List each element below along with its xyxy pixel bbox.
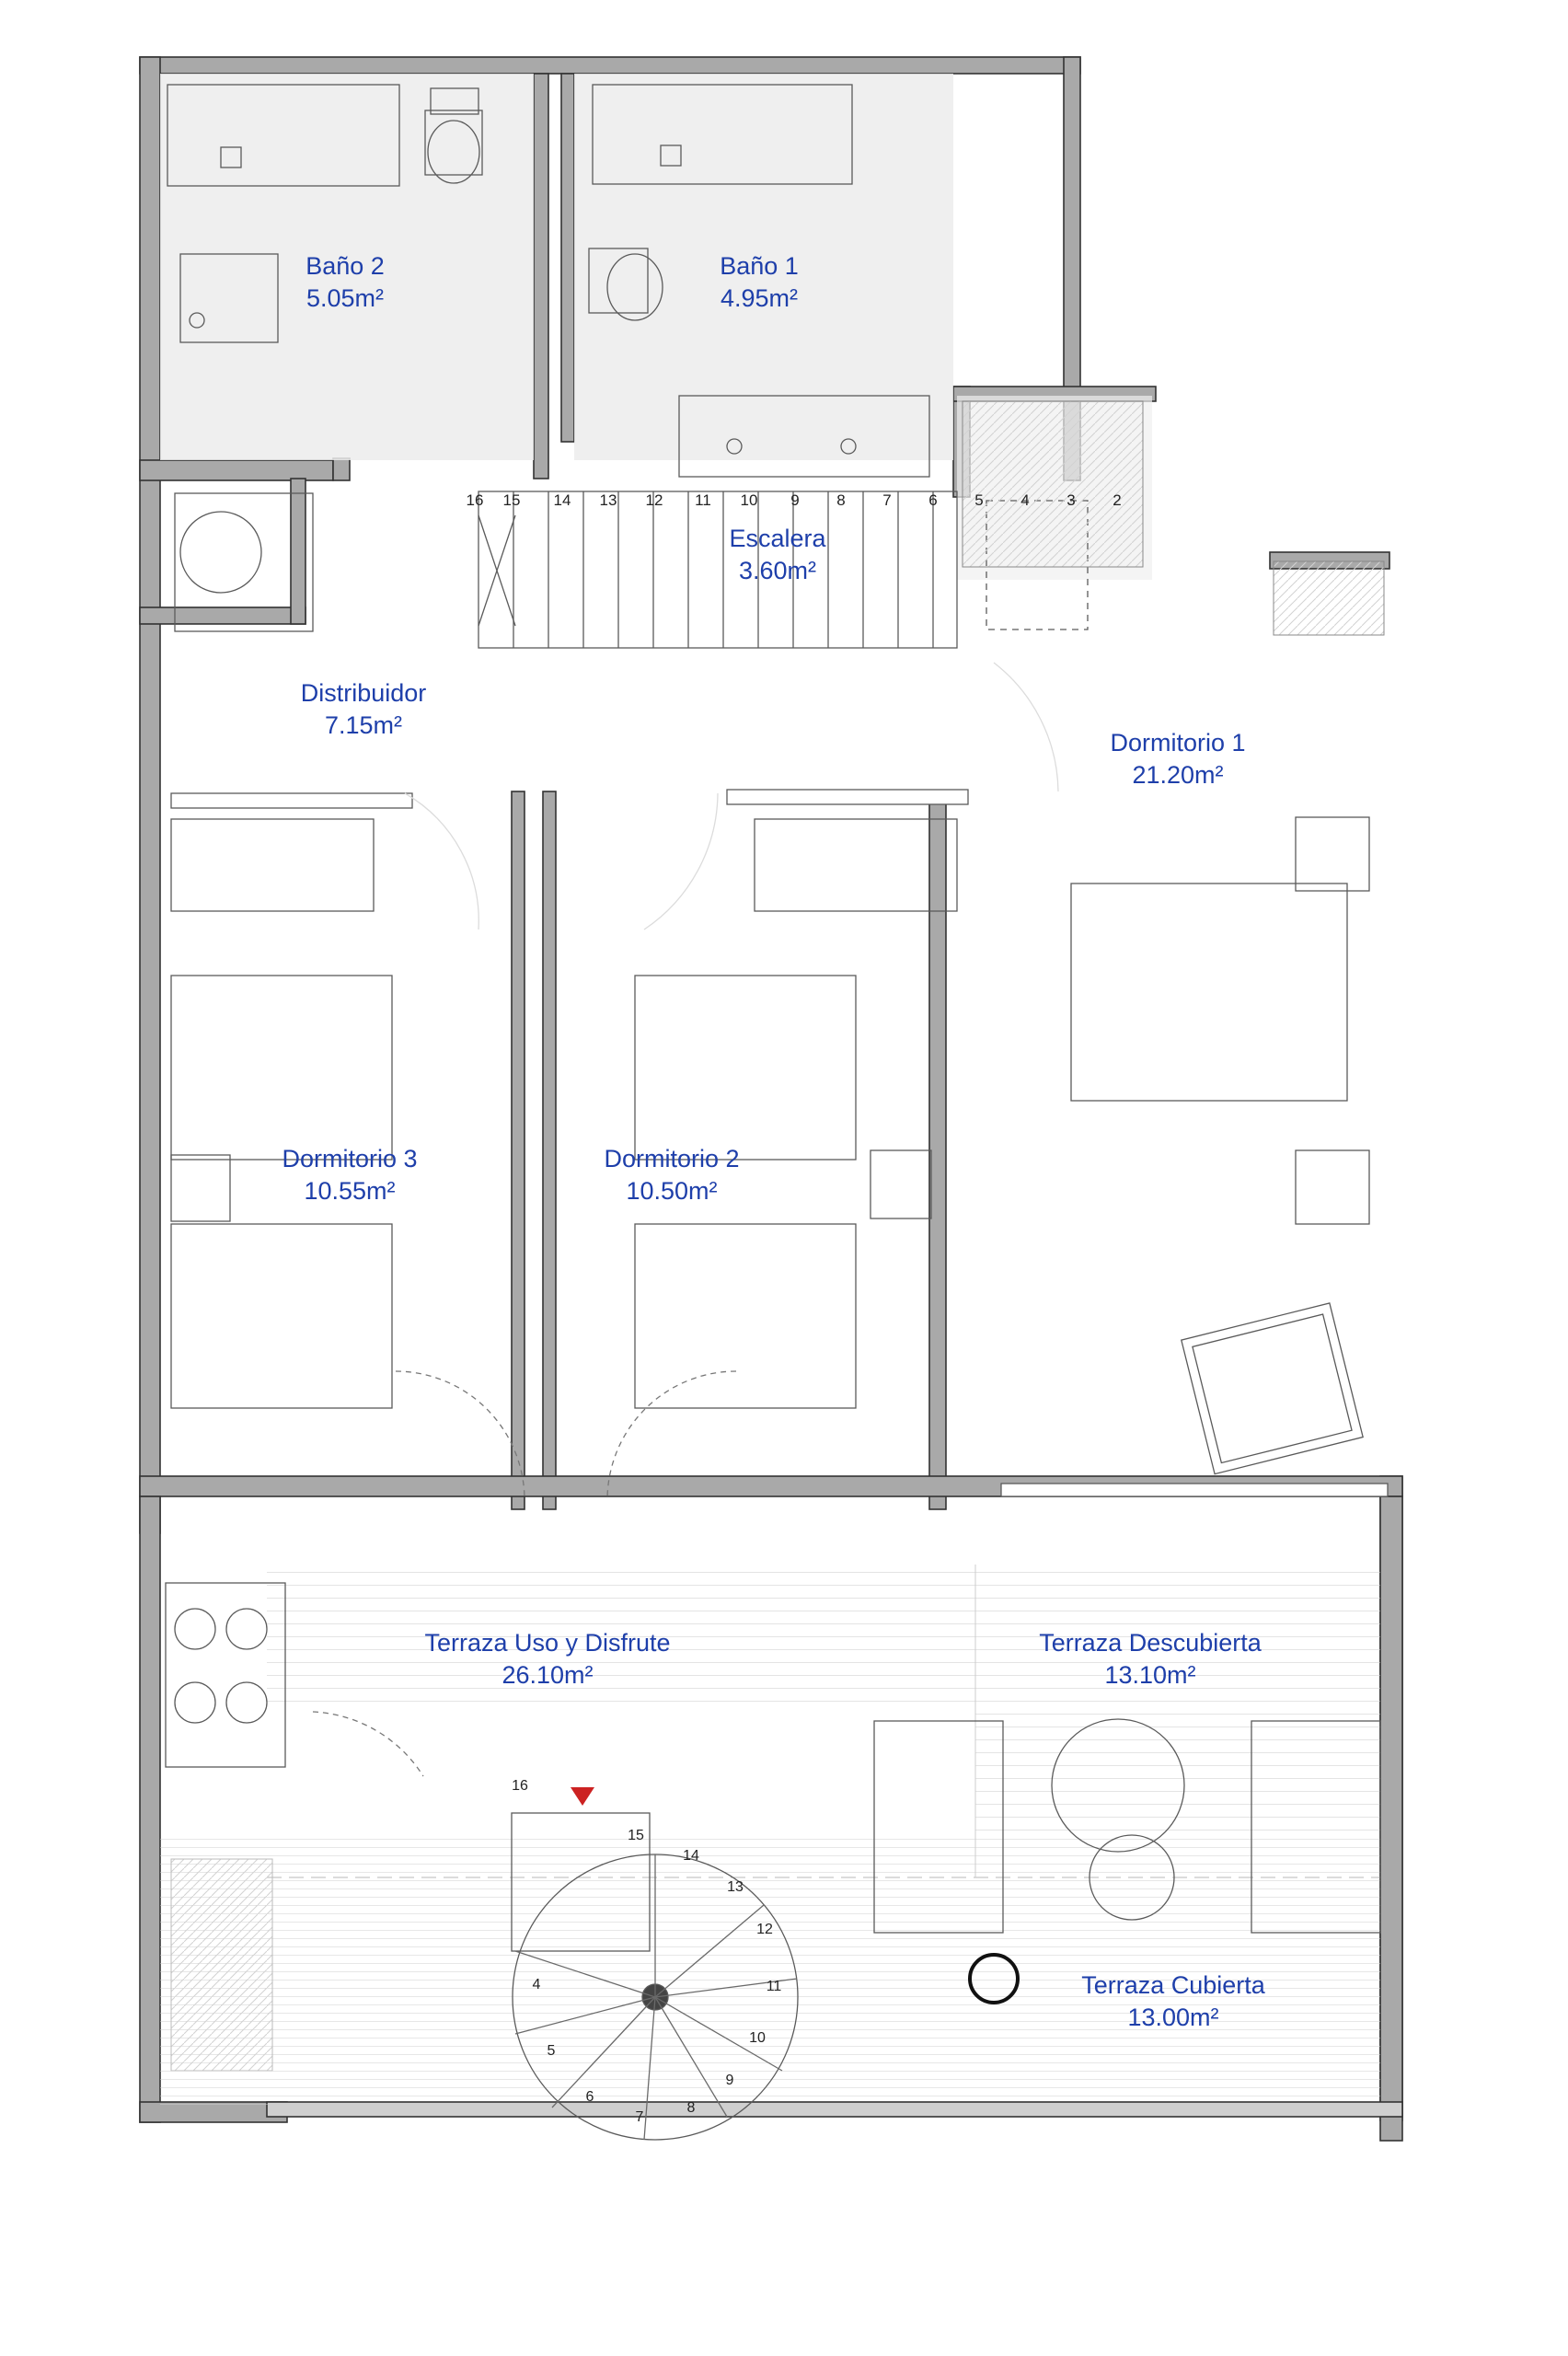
spiral-step-number: 13 [727,1879,744,1895]
stair-step-number: 10 [740,491,758,509]
stair-step-number: 16 [466,491,484,509]
stair-step-number: 12 [645,491,663,509]
spiral-step-number: 4 [532,1977,541,1992]
spiral-step-number: 9 [725,2073,734,2088]
stair-step-number: 2 [1113,491,1122,509]
stair-step-number: 14 [553,491,571,509]
stair-step-number: 8 [836,491,846,509]
room-label-escalera: Escalera 3.60m² [729,525,826,584]
spiral-step-number: 14 [683,1848,699,1864]
room-label-distribuidor: Distribuidor 7.15m² [300,679,427,739]
room-label-terraza-uso-disfrute: Terraza Uso y Disfrute 26.10m² [424,1629,671,1689]
spiral-step-number: 8 [686,2100,696,2116]
spiral-step-number: 15 [628,1828,644,1843]
stair-step-number: 4 [1020,491,1030,509]
room-label-bano1: Baño 1 4.95m² [720,252,799,312]
room-label-dormitorio3: Dormitorio 3 10.55m² [282,1145,418,1205]
spiral-step-number: 6 [585,2089,594,2105]
spiral-step-number: 7 [635,2109,644,2125]
room-label-bano2: Baño 2 5.05m² [306,252,385,312]
stair-step-number: 15 [502,491,521,509]
spiral-step-number: 10 [749,2030,766,2046]
spiral-step-number: 11 [766,1979,782,1994]
spiral-step-number: 5 [547,2043,556,2059]
room-label-dormitorio2: Dormitorio 2 10.50m² [604,1145,740,1205]
stair-step-number: 7 [882,491,892,509]
room-label-dormitorio1: Dormitorio 1 21.20m² [1110,729,1246,789]
stair-step-number: 13 [599,491,617,509]
stair-step-number: 6 [928,491,938,509]
stair-step-number: 5 [974,491,984,509]
room-label-terraza-descubierta: Terraza Descubierta 13.10m² [1039,1629,1262,1689]
stair-step-number: 9 [790,491,800,509]
room-label-terraza-cubierta: Terraza Cubierta 13.00m² [1081,1971,1265,2031]
spiral-step-number: 12 [756,1922,773,1937]
spiral-step-number: 16 [512,1778,528,1794]
stair-step-number: 3 [1066,491,1076,509]
stair-step-number: 11 [695,491,711,509]
